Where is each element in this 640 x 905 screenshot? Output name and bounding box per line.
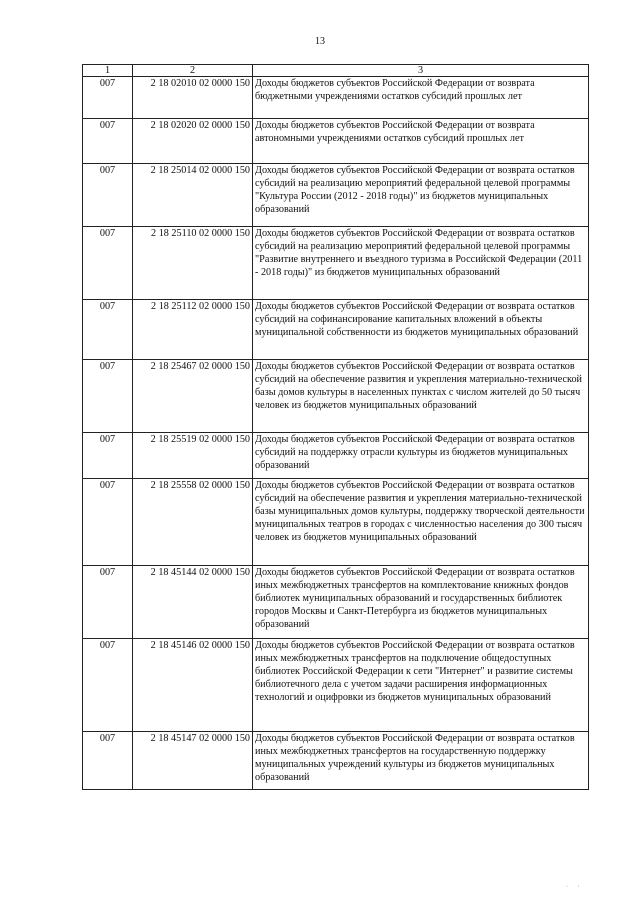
table-row xyxy=(83,77,589,119)
admin-code-cell: 007 xyxy=(83,732,133,790)
description-cell: Доходы бюджетов субъектов Российской Федерации от возврата остатков субсидий на софинансирование капитальных вложений в объекты муниципальной собственности из бюджетов муниципальных образований xyxy=(253,300,589,360)
footer-mark: · · xyxy=(566,884,584,890)
admin-code-cell: 007 xyxy=(83,119,133,164)
budget-code-cell: 2 18 45146 02 0000 150 xyxy=(133,639,253,732)
admin-code-cell: 007 xyxy=(83,639,133,732)
admin-code-cell: 007 xyxy=(83,164,133,227)
page-number: 13 xyxy=(315,36,325,47)
budget-code-cell: 2 18 25467 02 0000 150 xyxy=(133,360,253,433)
admin-code-cell: 007 xyxy=(83,360,133,433)
budget-code-cell: 2 18 25110 02 0000 150 xyxy=(133,227,253,300)
admin-code-cell: 007 xyxy=(83,227,133,300)
table-row xyxy=(83,566,589,639)
budget-code-cell: 2 18 25014 02 0000 150 xyxy=(133,164,253,227)
column-header-3: 3 xyxy=(253,65,589,77)
description-cell: Доходы бюджетов субъектов Российской Федерации от возврата остатков субсидий на обеспечение развития и укрепления материально-технической базы муниципальных домов культуры, поддержку творческой деятельности муниципальных театров в городах с численностью населения до 300 тысяч человек из бюджетов муниципальных образований xyxy=(253,479,589,566)
table-row xyxy=(83,732,589,790)
description-cell: Доходы бюджетов субъектов Российской Федерации от возврата остатков иных межбюджетных трансфертов на комплектование книжных фондов библиотек муниципальных образований и государственных библиотек городов Москвы и Санкт-Петербурга из бюджетов муниципальных образований xyxy=(253,566,589,639)
budget-code-cell: 2 18 02020 02 0000 150 xyxy=(133,119,253,164)
table-row xyxy=(83,300,589,360)
budget-code-cell: 2 18 25519 02 0000 150 xyxy=(133,433,253,479)
budget-code-cell: 2 18 45144 02 0000 150 xyxy=(133,566,253,639)
column-header-2: 2 xyxy=(133,65,253,77)
budget-code-cell: 2 18 45147 02 0000 150 xyxy=(133,732,253,790)
table-row xyxy=(83,639,589,732)
description-cell: Доходы бюджетов субъектов Российской Федерации от возврата бюджетными учреждениями остатков субсидий прошлых лет xyxy=(253,77,589,119)
admin-code-cell: 007 xyxy=(83,300,133,360)
description-cell: Доходы бюджетов субъектов Российской Федерации от возврата остатков субсидий на поддержку отрасли культуры из бюджетов муниципальных образований xyxy=(253,433,589,479)
table-row xyxy=(83,119,589,164)
table-row xyxy=(83,164,589,227)
description-cell: Доходы бюджетов субъектов Российской Федерации от возврата остатков субсидий на реализацию мероприятий федеральной целевой программы "Культура России (2012 - 2018 годы)" из бюджетов муниципальных образований xyxy=(253,164,589,227)
column-header-1: 1 xyxy=(83,65,133,77)
admin-code-cell: 007 xyxy=(83,566,133,639)
revenue-codes-table xyxy=(82,64,589,790)
description-cell: Доходы бюджетов субъектов Российской Федерации от возврата остатков иных межбюджетных трансфертов на подключение общедоступных библиотек Российской Федерации к сети "Интернет" и развитие системы библиотечного дела с учетом задачи расширения информационных технологий и оцифровки из бюджетов муниципальных образований xyxy=(253,639,589,732)
admin-code-cell: 007 xyxy=(83,77,133,119)
description-cell: Доходы бюджетов субъектов Российской Федерации от возврата автономными учреждениями остатков субсидий прошлых лет xyxy=(253,119,589,164)
description-cell: Доходы бюджетов субъектов Российской Федерации от возврата остатков субсидий на обеспечение развития и укрепления материально-технической базы домов культуры в населенных пунктах с числом жителей до 50 тысяч человек из бюджетов муниципальных образований xyxy=(253,360,589,433)
admin-code-cell: 007 xyxy=(83,479,133,566)
table-row xyxy=(83,360,589,433)
table-row xyxy=(83,227,589,300)
description-cell: Доходы бюджетов субъектов Российской Федерации от возврата остатков субсидий на реализацию мероприятий федеральной целевой программы "Развитие внутреннего и въездного туризма в Российской Федерации (2011 - 2018 годы)" из бюджетов муниципальных образований xyxy=(253,227,589,300)
budget-code-cell: 2 18 25112 02 0000 150 xyxy=(133,300,253,360)
table-row xyxy=(83,433,589,479)
budget-code-cell: 2 18 02010 02 0000 150 xyxy=(133,77,253,119)
table-row xyxy=(83,479,589,566)
table-header-row xyxy=(83,65,589,77)
budget-code-cell: 2 18 25558 02 0000 150 xyxy=(133,479,253,566)
description-cell: Доходы бюджетов субъектов Российской Федерации от возврата остатков иных межбюджетных трансфертов на государственную поддержку муниципальных учреждений культуры из бюджетов муниципальных образований xyxy=(253,732,589,790)
admin-code-cell: 007 xyxy=(83,433,133,479)
